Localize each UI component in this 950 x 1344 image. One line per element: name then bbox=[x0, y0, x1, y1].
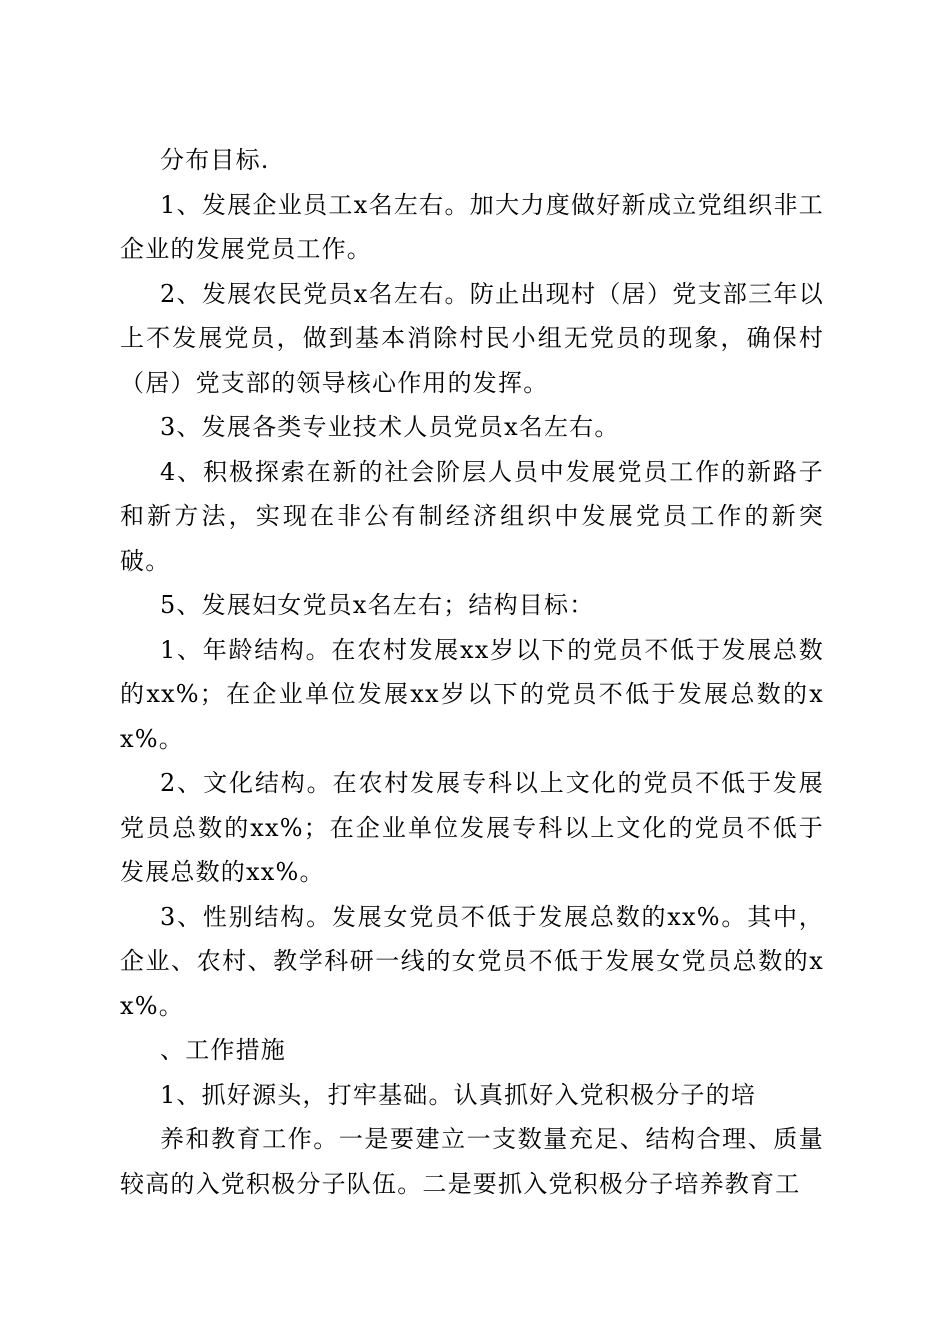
paragraph-item-3-technical: 3、发展各类专业技术人员党员x名左右。 bbox=[160, 413, 620, 441]
document-body bbox=[120, 138, 824, 1206]
paragraph-item-4-explore: 4、积极探索在新的社会阶层人员中发展党员工作的新路子和新方法，实现在非公有制经济组织中发展党员工作的新突破。 bbox=[120, 457, 824, 575]
paragraph-age-structure: 1、年龄结构。在农村发展xx岁以下的党员不低于发展总数的xx%；在企业单位发展xx岁以下的党员不低于发展总数的xx%。 bbox=[120, 635, 824, 753]
paragraph-measure-1-continued: 养和教育工作。一是要建立一支数量充足、结构合理、质量较高的入党积极分子队伍。二是要抓入党积极分子培养教育工 bbox=[120, 1125, 824, 1198]
paragraph-item-5-women: 5、发展妇女党员x名左右；结构目标： bbox=[160, 591, 595, 619]
paragraph-item-2-farmers: 2、发展农民党员x名左右。防止出现村（居）党支部三年以上不发展党员，做到基本消除村民小组无党员的现象，确保村（居）党支部的领导核心作用的发挥。 bbox=[120, 279, 824, 397]
paragraph-gender-structure: 3、性别结构。发展女党员不低于发展总数的xx%。其中，企业、农村、教学科研一线的女党员不低于发展女党员总数的xx%。 bbox=[120, 902, 824, 1020]
paragraph-education-structure: 2、文化结构。在农村发展专科以上文化的党员不低于发展党员总数的xx%；在企业单位发展专科以上文化的党员不低于发展总数的xx%。 bbox=[120, 769, 824, 886]
paragraph-measure-1: 1、抓好源头，打牢基础。认真抓好入党积极分子的培 bbox=[160, 1080, 757, 1109]
paragraph-work-measures-heading: 、工作措施 bbox=[160, 1036, 286, 1064]
paragraph-distribution-goal: 分布目标. bbox=[160, 146, 270, 174]
paragraph-item-1-enterprise: 1、发展企业员工x名左右。加大力度做好新成立党组织非工企业的发展党员工作。 bbox=[120, 190, 824, 263]
